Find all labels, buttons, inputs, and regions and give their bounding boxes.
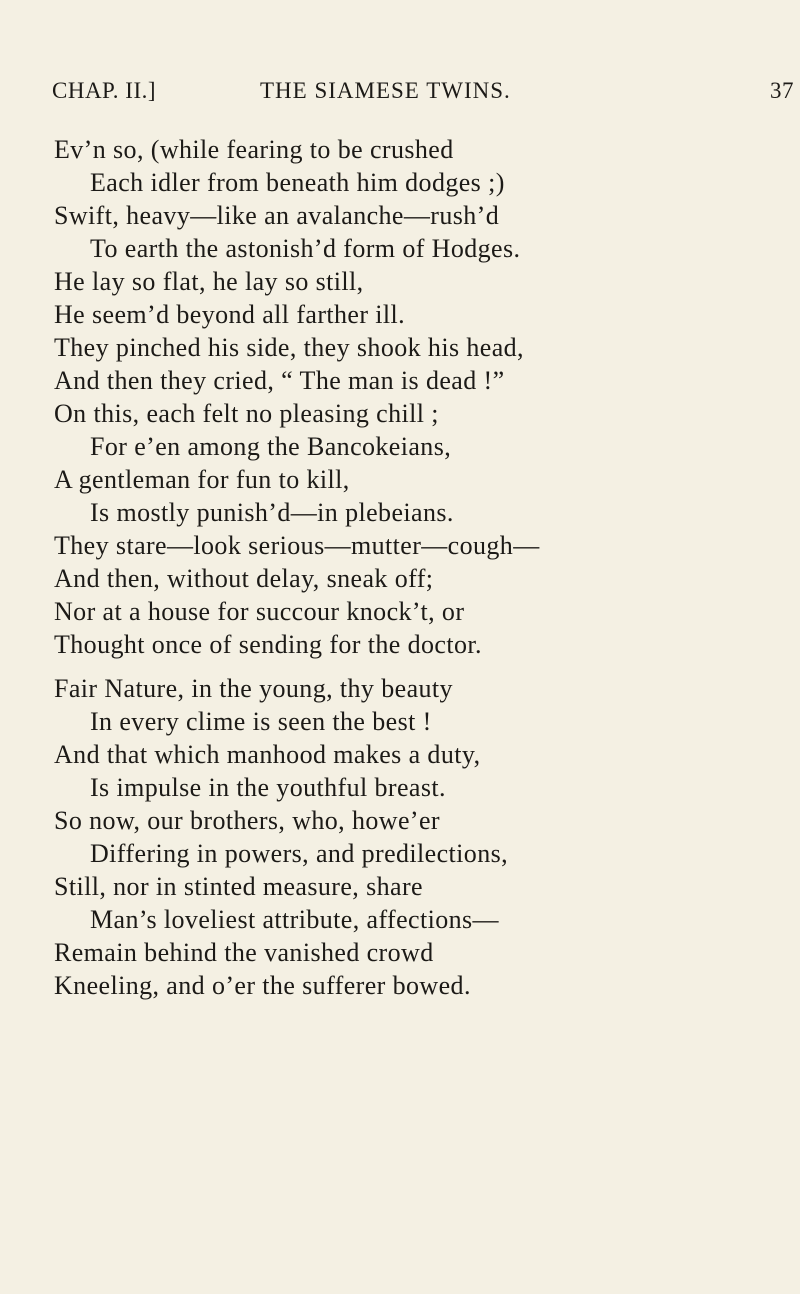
verse-line: A gentleman for fun to kill, bbox=[54, 465, 350, 494]
running-head bbox=[52, 78, 794, 112]
verse-line: Swift, heavy—like an avalanche—rush’d bbox=[54, 201, 500, 230]
verse-line: Nor at a house for succour knock’t, or bbox=[54, 597, 465, 626]
page-number: 37 bbox=[770, 78, 794, 103]
verse-line: And that which manhood makes a duty, bbox=[54, 740, 481, 769]
verse-line: Man’s loveliest attribute, affections— bbox=[90, 905, 499, 934]
verse-line: Still, nor in stinted measure, share bbox=[54, 872, 423, 901]
verse-line: So now, our brothers, who, howe’er bbox=[54, 806, 440, 835]
verse-line: To earth the astonish’d form of Hodges. bbox=[90, 234, 521, 263]
verse-line: For e’en among the Bancokeians, bbox=[90, 432, 452, 461]
chapter-heading: CHAP. II.] bbox=[52, 78, 157, 103]
verse-line: Thought once of sending for the doctor. bbox=[54, 630, 482, 659]
verse-line: Each idler from beneath him dodges ;) bbox=[90, 168, 505, 197]
verse-line: Is mostly punish’d—in plebeians. bbox=[90, 498, 454, 527]
verse-line: Kneeling, and o’er the sufferer bowed. bbox=[54, 971, 471, 1000]
verse-line: Differing in powers, and predilections, bbox=[90, 839, 509, 868]
verse-line: Is impulse in the youthful breast. bbox=[90, 773, 446, 802]
verse-line: In every clime is seen the best ! bbox=[90, 707, 432, 736]
verse-line: Remain behind the vanished crowd bbox=[54, 938, 434, 967]
verse-line: Fair Nature, in the young, thy beauty bbox=[54, 674, 453, 703]
verse-line: They pinched his side, they shook his head, bbox=[54, 333, 524, 362]
verse-line: He seem’d beyond all farther ill. bbox=[54, 300, 406, 329]
running-title: THE SIAMESE TWINS. bbox=[260, 78, 511, 103]
verse-line: He lay so flat, he lay so still, bbox=[54, 267, 364, 296]
verse-line: Ev’n so, (while fearing to be crushed bbox=[54, 135, 454, 164]
verse-line: And then, without delay, sneak off; bbox=[54, 564, 434, 593]
verse-line: They stare—look serious—mutter—cough— bbox=[54, 531, 540, 560]
verse-line: On this, each felt no pleasing chill ; bbox=[54, 399, 439, 428]
verse-line: And then they cried, “ The man is dead !” bbox=[54, 366, 505, 395]
